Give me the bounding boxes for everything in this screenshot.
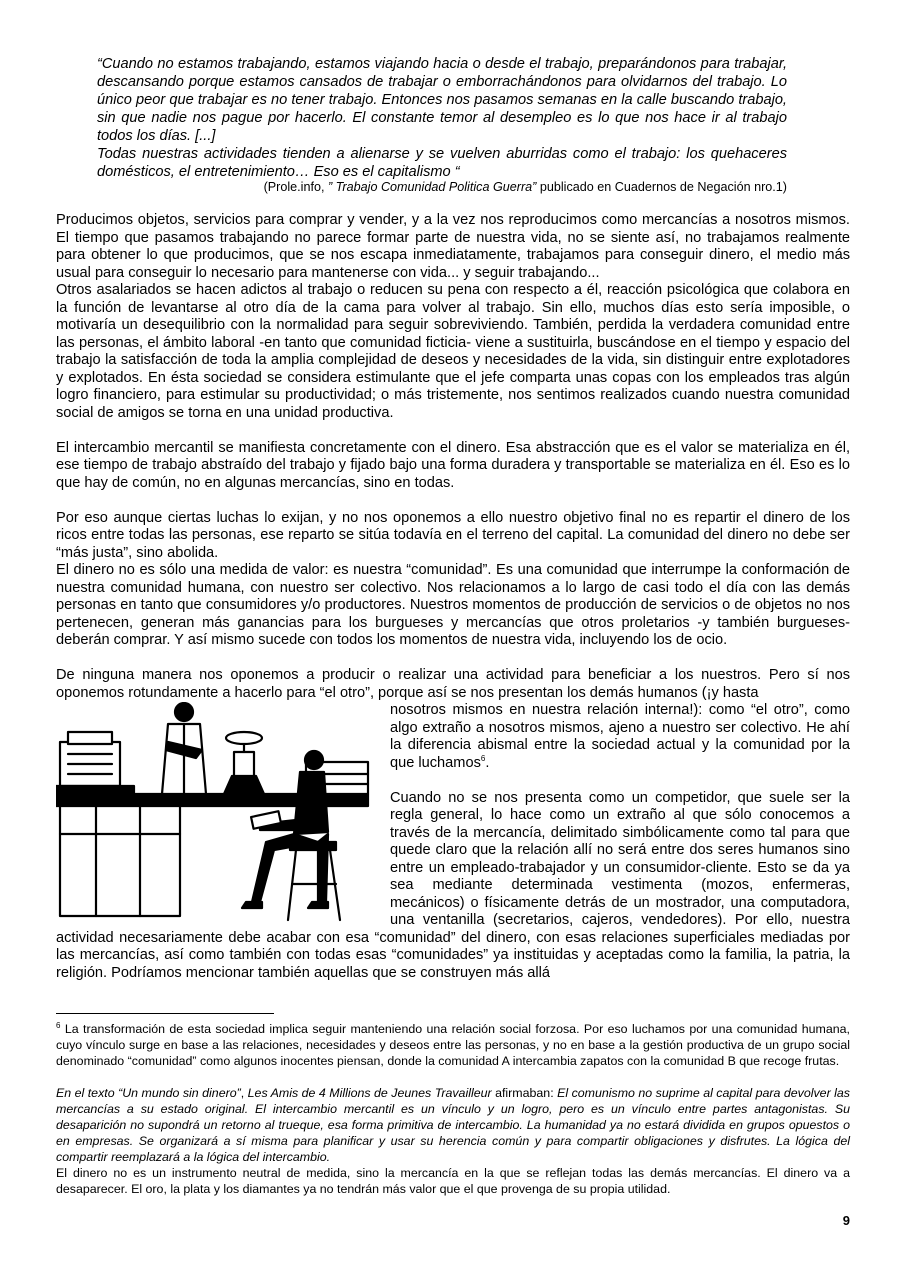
quote-paragraph-2: Todas nuestras actividades tienden a alienarse y se vuelven aburridas como el trabajo: los quehaceres domésticos, el entretenimiento… Eso es el capitalismo “ xyxy=(97,146,787,180)
footnote-cite-comma: , xyxy=(240,1086,248,1100)
citation-prefix: (Prole.info, xyxy=(263,180,328,194)
footnote-citation xyxy=(56,1085,850,1165)
footnotes xyxy=(56,1021,850,1197)
footnote-cite-quote: El comunismo no suprime al capital para devolver las mercancías a su estado original. El intercambio mercantil es un vínculo y un logro, pero es un vínculo entre partes antagonistas. Su desaparición no supondrá un retorno al trueque, esa forma primitiva de intercambio. La humanidad ya no estará dividida en grupos opuestos o en empresas. Se organizará a sí misma para planificar y usar su herencia común y para compartir obligaciones y disfrutes. La lógica del compartir reemplazará a la lógica del intercambio. xyxy=(56,1086,850,1164)
footnote-cite-author: Les Amis de 4 Millions de Jeunes Travailleur xyxy=(247,1086,492,1100)
clerk-and-customer-drawing xyxy=(56,702,378,924)
footnote-6-text: La transformación de esta sociedad implica seguir manteniendo una relación social forzosa. Por eso luchamos por una comunidad humana, cuyo vínculo surge en base a las relaciones, necesidades y deseos entre las personas, y no en base a la gestión productiva de un grupo social denominado “comunidad” como algunos inocentes piensan, donde la comunidad A intercambia zapatos con la comunidad B que recoge frutas. xyxy=(56,1022,850,1068)
paragraph-2: Otros asalariados se hacen adictos al trabajo o reducen su pena con respecto a él, reacción psicológica que colabora en la función de levantarse al otro día de la cama para volver al trabajo. Sin ello, muchos días esto sería imposible, o motivaría un desequilibrio con la normalidad para seguir sobreviviendo. También, perdida la verdadera comunidad entre las personas, el ámbito laboral -en tanto que comunidad ficticia- viene a sustituirla, buscándose en el tiempo y espacio del trabajo la satisfacción de toda la amplia complejidad de deseos y necesidades de la vida, sin distinguir entre explotadores y explotados. En ésta sociedad se considera estimulante que el jefe comparta unas copas con los empleados tras algún logro financiero, para estimular su productividad; o más tristemente, nos sentimos realizados cuando nuestra comunidad social de amigos se torna en una unidad productiva. xyxy=(56,282,850,421)
footnote-cite-intro: En el texto “Un mundo sin dinero” xyxy=(56,1086,241,1100)
quote-citation xyxy=(97,179,787,195)
paragraph-5: El dinero no es sólo una medida de valor: es nuestra “comunidad”. Es una comunidad que interrumpe la conformación de nuestra comunidad humana, con nuestro ser colectivo. Nos relacionamos a lo largo de casi todo el día con las demás personas en tanto que consumidores y/o productores. Nuestros momentos de producción de servicios o de objetos no nos pertenecen, generan más ganancias para los burgueses y mercancías que otros proletarios -y también burgueses- deberán comprar. Y así mismo sucede con todos los momentos de nuestra vida, incluyendo los de ocio. xyxy=(56,562,850,648)
footnote-closing: El dinero no es un instrumento neutral de medida, sino la mercancía en la que se reflejan todas las demás mercancías. El dinero va a desaparecer. El oro, la plata y los diamantes ya no tendrán más valor que el que provenga de su propia utilidad. xyxy=(56,1166,850,1196)
footnote-separator xyxy=(56,1013,274,1014)
paragraph-6-wrap-text: nosotros mismos en nuestra relación interna!): como “el otro”, como algo extraño a nosotros mismos, ajeno a nuestro ser colectivo. He ahí la diferencia abismal entre la sociedad actual y la comunidad por la que luchamos xyxy=(390,702,850,771)
paragraph-1: Producimos objetos, servicios para comprar y vender, y a la vez nos reproducimos como mercancías a nosotros mismos. El tiempo que pasamos trabajando no parece formar parte de nuestra vida, no se siente así, no trabajamos realmente para obtener lo que producimos, que se nos escapa inmediatamente, trabajamos para conseguir dinero, el medio más usual para conseguir lo necesario para mantenerse con vida... y seguir trabajando... xyxy=(56,212,850,281)
quote-paragraph-1: “Cuando no estamos trabajando, estamos viajando hacia o desde el trabajo, preparándonos para trabajar, descansando porque estamos cansados de trabajar o emborrachándonos para olvidarnos del trabajo. Lo único peor que trabajar es no tener trabajo. Entonces nos pasamos semanas en la calle buscando trabajo, sin que nadie nos pague por hacerlo. El constante temor al desempleo es lo que nos hace ir al trabajo todos los días. [...] xyxy=(97,56,787,144)
footnote-ref-6: 6 xyxy=(480,753,486,763)
paragraph-3: El intercambio mercantil se manifiesta concretamente con el dinero. Esa abstracción que es el valor se materializa en él, ese tiempo de trabajo abstraído del trabajo y fijado bajo una forma duradera y transportable se materializa en él. Eso es lo que hay de común, no en algunas mercancías, sino en todas. xyxy=(56,439,850,491)
footnote-6 xyxy=(56,1021,850,1069)
body-text xyxy=(56,212,850,982)
paragraph-4: Por eso aunque ciertas luchas lo exijan, y no nos oponemos a ello nuestro objetivo final no es repartir el dinero de los ricos entre todas las personas, ese reparto se sitúa todavía en el terreno del capital. La comunidad del dinero no debe ser “más justa”, sino abolida. xyxy=(56,509,850,561)
epigraph-quote xyxy=(97,55,787,181)
page-number: 9 xyxy=(842,1213,850,1228)
paragraph-7: Cuando no se nos presenta como un competidor, que suele ser la regla general, lo hace como un extraño al que sólo conocemos a través de la mercancía, delimitado simbólicamente como tal para que quede claro que la relación allí no será entre dos seres humanos sino entre un empleado-trabajador y un consumidor-cliente. Esto se da ya sea mediante determinada vestimenta (mozos, enfermeras, mecánicos) o físicamente detrás de un mostrador, una computadora, una ventanilla (secretarios, cajeros, vendedores). Por ello, nuestra actividad necesariamente debe acabar con esa “comunidad” del dinero, con esas relaciones superficiales mediadas por las mercancías, así como también con todas esas “comunidades” ya instituidas y aceptadas como la familia, la patria, la religión. Podríamos mencionar también aquellas que se construyen más allá xyxy=(56,789,850,981)
footnote-cite-verb: afirmaban: xyxy=(491,1086,558,1100)
paragraph-6-start: De ninguna manera nos oponemos a producir o realizar una actividad para beneficiar a los nuestros. Pero sí nos oponemos rotundamente a hacerlo para “el otro”, porque así se nos presentan los demás humanos (¡y hasta xyxy=(56,667,850,701)
illustration-shop-counter xyxy=(56,702,378,924)
citation-suffix: publicado en Cuadernos de Negación nro.1) xyxy=(536,180,787,194)
paragraph-6-end: . xyxy=(485,754,490,771)
footnote-number: 6 xyxy=(56,1020,61,1030)
citation-title: ” Trabajo Comunidad Politica Guerra” xyxy=(327,180,537,194)
